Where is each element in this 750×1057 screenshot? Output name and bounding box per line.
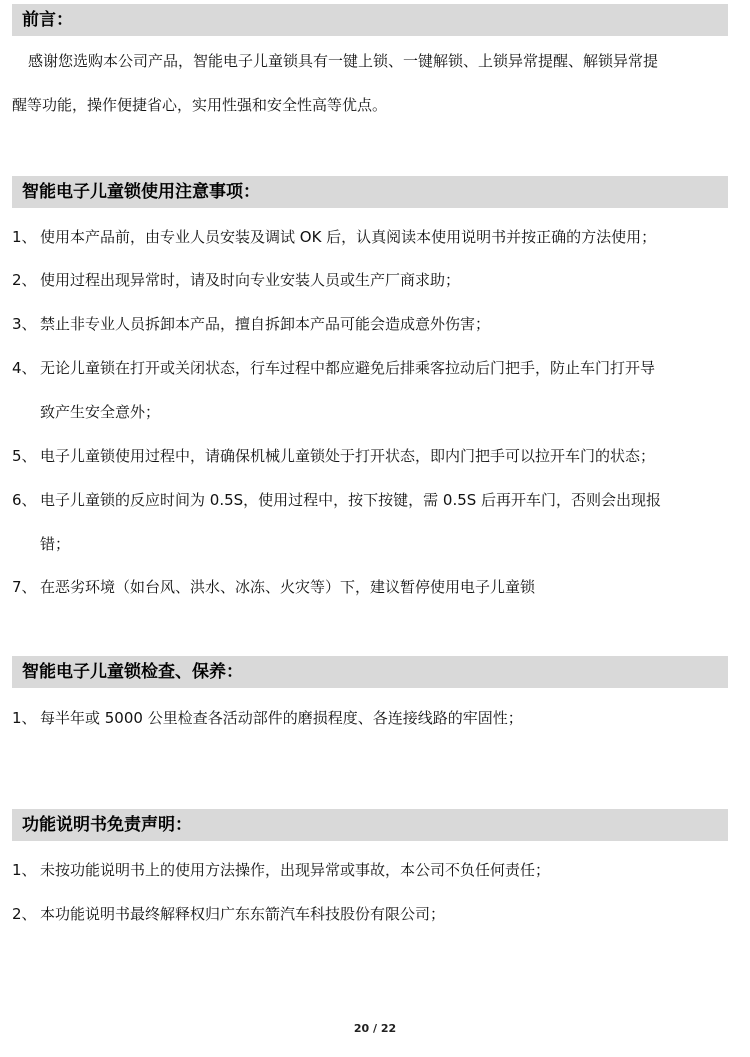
preface-header <box>12 4 728 36</box>
disclaimer-title: 功能说明书免责声明： <box>22 815 192 835</box>
precautions-title: 智能电子儿童锁使用注意事项： <box>22 182 260 202</box>
preface-text-line1: 感谢您选购本公司产品，智能电子儿童锁具有一键上锁、一键解锁、上锁异常提醒、解锁异常提 <box>28 52 659 70</box>
preface-text-line2: 醒等功能，操作便捷省心，实用性强和安全性高等优点。 <box>12 96 388 114</box>
list-number: 1、 <box>12 709 37 727</box>
list-number: 2、 <box>12 271 37 289</box>
maintenance-title: 智能电子儿童锁检查、保养： <box>22 662 243 682</box>
list-text: 使用过程出现异常时，请及时向专业安装人员或生产厂商求助； <box>40 271 461 289</box>
maintenance-header <box>12 656 728 688</box>
list-number: 2、 <box>12 905 37 923</box>
list-number: 4、 <box>12 359 37 377</box>
list-number: 3、 <box>12 315 37 333</box>
list-text: 使用本产品前，由专业人员安装及调试 OK 后，认真阅读本使用说明书并按正确的方法使用； <box>40 228 657 246</box>
list-text: 电子儿童锁的反应时间为 0.5S，使用过程中，按下按键，需 0.5S 后再开车门，否则会出现报 <box>40 491 662 509</box>
list-number: 7、 <box>12 578 37 596</box>
list-text: 在恶劣环境（如台风、洪水、冰冻、火灾等）下，建议暂停使用电子儿童锁 <box>40 578 536 596</box>
preface-title: 前言： <box>22 10 73 30</box>
page-number: 20 / 22 <box>353 1022 397 1035</box>
list-number: 5、 <box>12 447 37 465</box>
list-text-continuation: 错； <box>40 535 71 553</box>
precautions-header <box>12 176 728 208</box>
list-text: 未按功能说明书上的使用方法操作，出现异常或事故，本公司不负任何责任； <box>40 861 551 879</box>
precaution-item-6 <box>12 489 732 555</box>
list-text: 本功能说明书最终解释权归广东东箭汽车科技股份有限公司； <box>40 905 446 923</box>
disclaimer-header <box>12 809 728 841</box>
list-text: 无论儿童锁在打开或关闭状态，行车过程中都应避免后排乘客拉动后门把手，防止车门打开导 <box>40 359 656 377</box>
list-text: 禁止非专业人员拆卸本产品，擅自拆卸本产品可能会造成意外伤害； <box>40 315 491 333</box>
precaution-item-4 <box>12 357 732 423</box>
list-number: 1、 <box>12 228 37 246</box>
list-number: 6、 <box>12 491 37 509</box>
list-text: 每半年或 5000 公里检查各活动部件的磨损程度、各连接线路的牢固性； <box>40 709 523 727</box>
list-text-continuation: 致产生安全意外； <box>40 403 161 421</box>
list-number: 1、 <box>12 861 37 879</box>
list-text: 电子儿童锁使用过程中，请确保机械儿童锁处于打开状态，即内门把手可以拉开车门的状态； <box>40 447 656 465</box>
